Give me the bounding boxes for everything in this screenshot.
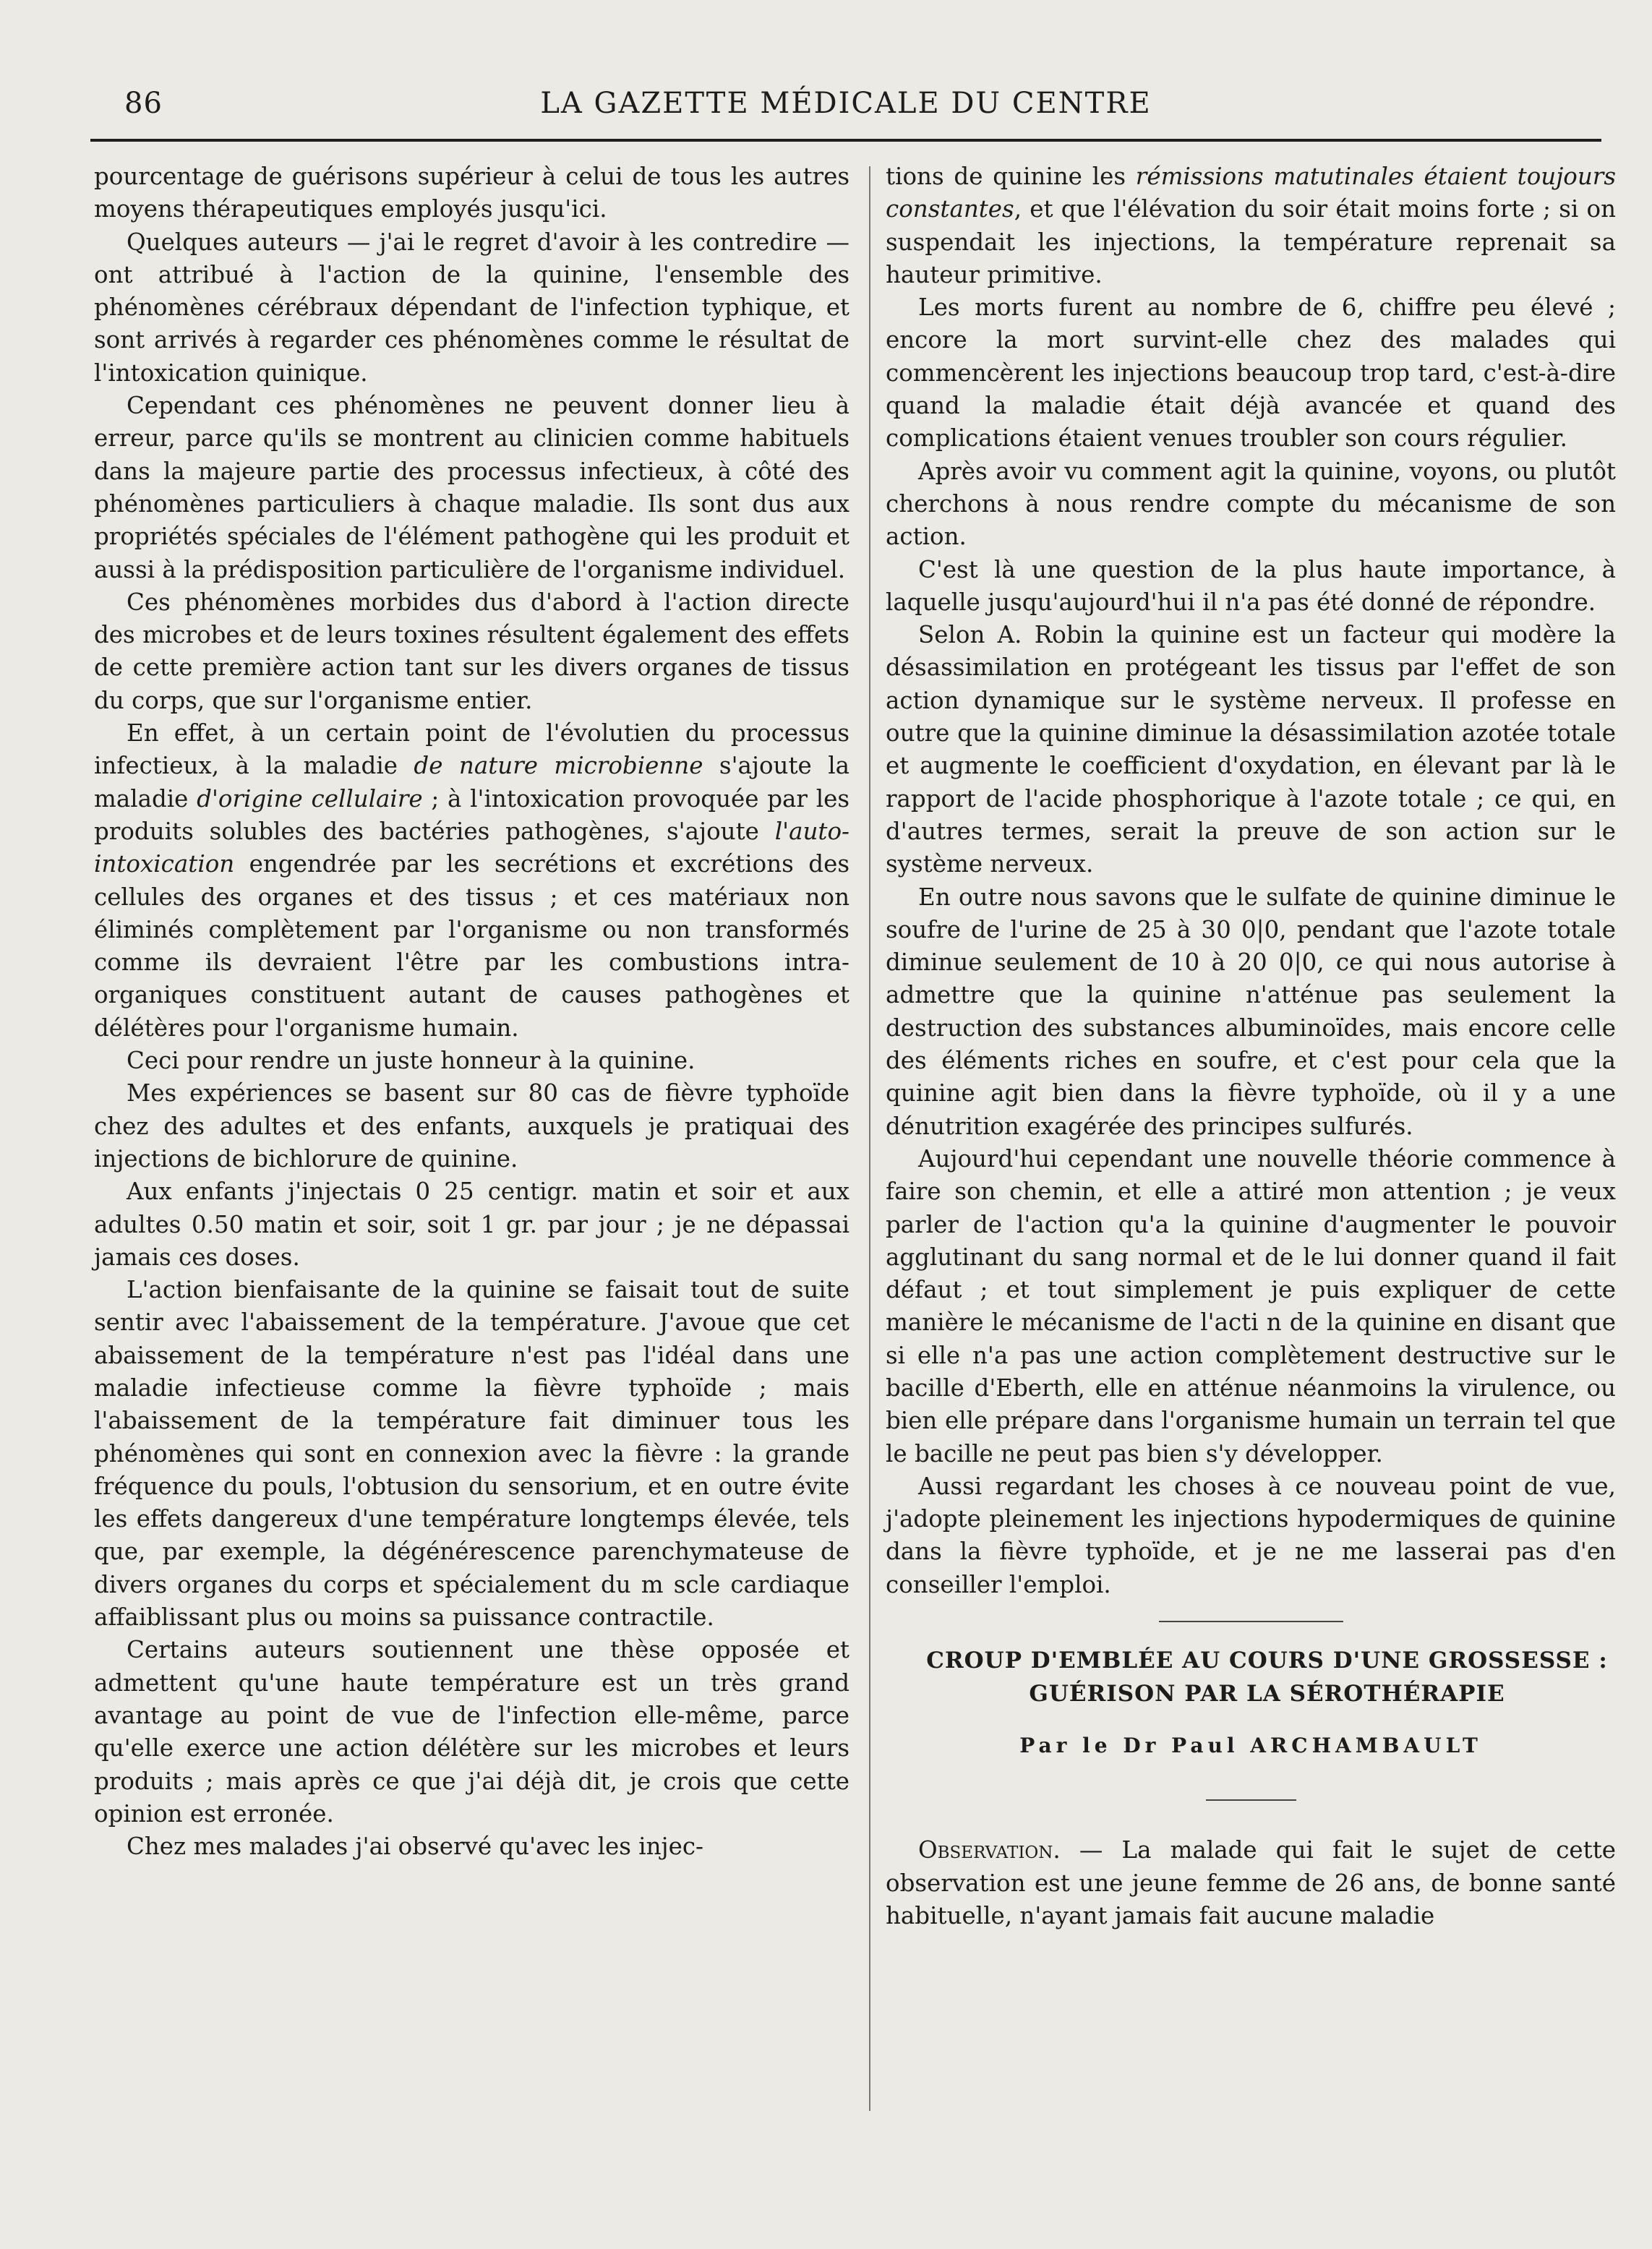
paragraph: Quelques auteurs — j'ai le regret d'avoir à les contredire — ont attribué à l'action de la quinine, l'ensemble des phénomènes cérébraux dépendant de l'infection typhique, et sont arrivés à regarder ces phénomènes comme le résultat de l'intoxication quinique. — [94, 228, 849, 387]
paragraph: Certains auteurs soutiennent une thèse opposée et admettent qu'une haute température est un très grand avantage au point de vue de l'infection elle-même, parce qu'elle exerce une action délétère sur les microbes et leurs produits ; mais après ce que j'ai déjà dit, je crois que cette opinion est erronée. — [94, 1636, 849, 1828]
italic-term: l'auto-intoxication — [94, 817, 849, 878]
italic-term: rémissions matutinales étaient toujours constantes — [886, 163, 1616, 223]
section-rule — [1159, 1621, 1343, 1622]
text-run: ; à l'intoxication provoquée par les produits solubles des bactéries pathogènes, s'ajoute — [94, 784, 849, 845]
left-column — [94, 160, 849, 1863]
paragraph: L'action bienfaisante de la quinine se faisait tout de suite sentir avec l'abaissement de la température. J'avoue que cet abaissement de la température n'est pas l'idéal dans une maladie infectieuse comme la fièvre typhoïde ; mais l'abaissement de la température fait diminuer tous les phénomènes qui sont en connexion avec la fièvre : la grande fréquence du pouls, l'obtusion du sensorium, et en outre évite les effets dangereux d'une température longtemps élevée, tels que, par exemple, la dégénérescence parenchymateuse de divers organes du corps et spécialement du m scle cardiaque affaiblissant plus ou moins sa puissance contractile. — [94, 1276, 849, 1632]
observation-label: Observation. — [918, 1836, 1061, 1864]
page-header — [90, 87, 1601, 130]
header-rule — [90, 139, 1601, 142]
text-run: , et que l'élévation du soir était moins forte ; si on suspendait les injections, la température reprenait sa hauteur primitive. — [886, 195, 1616, 288]
article-title-line-1: CROUP D'EMBLÉE AU COURS D'UNE GROSSESSE : — [926, 1648, 1608, 1674]
paragraph: Ces phénomènes morbides dus d'abord à l'action directe des microbes et de leurs toxines résultent également des effets de cette première action tant sur les divers organes de tissus du corps, que sur l'organisme entier. — [94, 588, 849, 714]
text-run: — La malade qui fait le sujet de cette observation est une jeune femme de 26 ans, de bonne santé habituelle, n'ayant jamais fait aucune maladie — [886, 1836, 1616, 1929]
journal-title: LA GAZETTE MÉDICALE DU CENTRE — [540, 87, 1152, 120]
paragraph: C'est là une question de la plus haute importance, à laquelle jusqu'aujourd'hui il n'a pas été donné de répondre. — [886, 555, 1616, 616]
italic-term: d'origine cellulaire — [197, 784, 423, 813]
paragraph: Chez mes malades j'ai observé qu'avec les injec- — [127, 1833, 704, 1861]
author-byline: Par le Dr Paul ARCHAMBAULT — [1019, 1734, 1482, 1758]
column-divider — [869, 166, 870, 2111]
paragraph: Mes expériences se basent sur 80 cas de fièvre typhoïde chez des adultes et des enfants, auxquels je pratiquai des injections de bichlorure de quinine. — [94, 1079, 849, 1173]
paragraph: Ceci pour rendre un juste honneur à la quinine. — [127, 1047, 696, 1075]
italic-term: de nature microbienne — [414, 752, 703, 780]
paragraph: Cependant ces phénomènes ne peuvent donner lieu à erreur, parce qu'ils se montrent au clinicien comme habituels dans la majeure partie des processus infectieux, à côté des phénomènes particuliers à chaque maladie. Ils sont dus aux propriétés spéciales de l'élément pathogène qui les produit et aussi à la prédisposition particulière de l'organisme individuel. — [94, 392, 849, 583]
paragraph: Aujourd'hui cependant une nouvelle théorie commence à faire son chemin, et elle a attiré mon attention ; je veux parler de l'action qu'a la quinine d'augmenter le pouvoir agglutinant du sang normal et de le lui donner quand il fait défaut ; et tout simplement je puis expliquer de cette manière le mécanisme de l'acti n de la quinine en disant que si elle n'a pas une action complètement destructive sur le bacille d'Eberth, elle en atténue néanmoins la virulence, ou bien elle prépare dans l'organisme humain un terrain tel que le bacille ne peut pas bien s'y développer. — [886, 1144, 1616, 1468]
paragraph: En outre nous savons que le sulfate de quinine diminue le soufre de l'urine de 25 à 30 0|0, pendant que l'azote totale diminue seulement de 10 à 20 0|0, ce qui nous autorise à admettre que la quinine n'atténue pas seulement la destruction des substances albuminoïdes, mais encore celle des éléments riches en soufre, et c'est pour cela que la quinine agit bien dans la fièvre typhoïde, où il y a une dénutrition exagérée des principes sulfurés. — [886, 883, 1616, 1140]
paragraph: Après avoir vu comment agit la quinine, voyons, ou plutôt cherchons à nous rendre compte du mécanisme de son action. — [886, 457, 1616, 551]
paragraph: pourcentage de guérisons supérieur à celui de tous les autres moyens thérapeutiques employés jusqu'ici. — [94, 163, 849, 223]
observation-paragraph — [886, 1834, 1616, 1932]
paragraph — [886, 160, 1616, 291]
article-title-line-2: GUÉRISON PAR LA SÉROTHÉRAPIE — [1029, 1681, 1505, 1708]
text-run: s'ajoute la maladie — [94, 752, 849, 813]
byline-rule — [1206, 1799, 1296, 1801]
paragraph: Aux enfants j'injectais 0 25 centigr. matin et soir et aux adultes 0.50 matin et soir, soit 1 gr. par jour ; je ne dépassai jamais ces doses. — [94, 1178, 849, 1271]
text-run: En effet, à un certain point de l'évolutien du processus infectieux, à la maladie — [94, 719, 849, 780]
text-run: tions de quinine les — [886, 163, 1136, 190]
page-number: 86 — [124, 87, 163, 120]
paragraph: Aussi regardant les choses à ce nouveau point de vue, j'adopte pleinement les injections hypodermiques de quinine dans la fièvre typhoïde, et je ne me lasserai pas d'en conseiller l'emploi. — [886, 1472, 1616, 1598]
paragraph — [94, 717, 849, 1045]
right-column — [886, 160, 1616, 1932]
text-run: engendrée par les secrétions et excrétions des cellules des organes et des tissus ; et ces matériaux non éliminés complètement par l'organisme ou non transformés comme ils devraient l'être par les combustions intra-organiques constituent autant de causes pathogènes et délétères pour l'organisme humain. — [94, 850, 849, 1042]
paragraph: Selon A. Robin la quinine est un facteur qui modère la désassimilation en protégeant les tissus par l'effet de son action dynamique sur le système nerveux. Il professe en outre que la quinine diminue la désassimilation azotée totale et augmente le coefficient d'oxydation, en élevant par là le rapport de l'acide phosphorique à l'azote totale ; ce qui, en d'autres termes, serait la preuve de son action sur le système nerveux. — [886, 621, 1616, 878]
paragraph: Les morts furent au nombre de 6, chiffre peu élevé ; encore la mort survint-elle chez des malades qui commencèrent les injections beaucoup trop tard, c'est-à-dire quand la maladie était déjà avancée et quand des complications étaient venues troubler son cours régulier. — [886, 294, 1616, 453]
